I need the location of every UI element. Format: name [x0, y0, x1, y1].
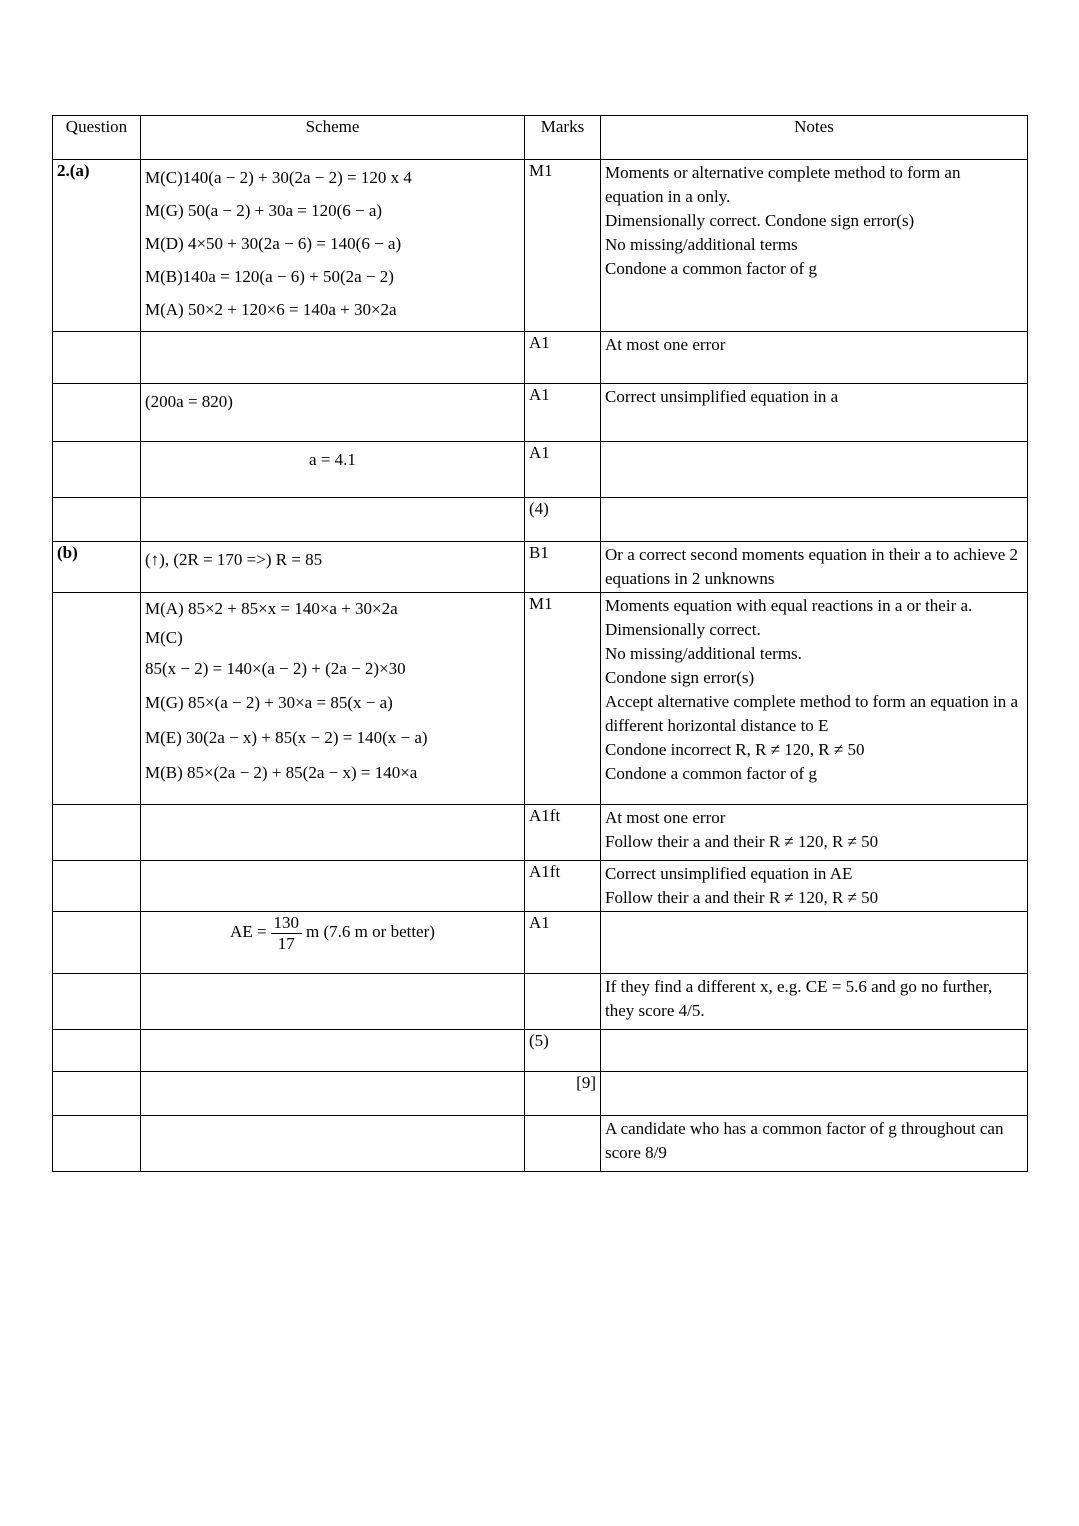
notes-line: Condone sign error(s): [605, 668, 755, 687]
scheme-equation: M(C)140(a − 2) + 30(2a − 2) = 120 x 4: [145, 168, 412, 187]
scheme-equation: AE =: [230, 921, 267, 941]
notes-line: Dimensionally correct. Condone sign error(s): [605, 211, 915, 230]
marks-cell: M1: [525, 160, 601, 332]
col-header-scheme: Scheme: [141, 116, 525, 160]
notes-line: Follow their a and their R ≠ 120, R ≠ 50: [605, 888, 879, 907]
col-header-question: Question: [53, 116, 141, 160]
notes-line: At most one error: [605, 808, 726, 827]
notes-line: Correct unsimplified equation in AE: [605, 864, 853, 883]
table-row: [53, 384, 1028, 442]
scheme-equation: M(G) 85×(a − 2) + 30×a = 85(x − a): [145, 693, 393, 712]
marks-subtotal: (4): [525, 498, 601, 542]
scheme-equation: M(B)140a = 120(a − 6) + 50(2a − 2): [145, 267, 394, 286]
marks-cell: A1ft: [525, 805, 601, 861]
fraction: [271, 913, 303, 953]
scheme-equation: M(E) 30(2a − x) + 85(x − 2) = 140(x − a): [145, 728, 428, 747]
scheme-equation: 85(x − 2) = 140×(a − 2) + (2a − 2)×30: [145, 659, 406, 678]
marks-cell: A1: [525, 912, 601, 974]
table-row: [53, 974, 1028, 1030]
question-label: (b): [57, 543, 78, 562]
notes-line: Condone a common factor of g: [605, 259, 817, 278]
table-row: [53, 1030, 1028, 1072]
scheme-equation: M(B) 85×(2a − 2) + 85(2a − x) = 140×a: [145, 763, 418, 782]
notes-line: Moments equation with equal reactions in a or their a. Dimensionally correct.: [605, 596, 973, 639]
header-row: [53, 116, 1028, 160]
marks-cell: M1: [525, 593, 601, 805]
col-header-marks: Marks: [525, 116, 601, 160]
marks-cell: A1: [525, 384, 601, 442]
scheme-equation-tail: m (7.6 m or better): [306, 921, 435, 941]
scheme-equation: a = 4.1: [309, 450, 356, 469]
fraction-denominator: 17: [277, 933, 295, 953]
marks-cell: B1: [525, 542, 601, 593]
table-row: [53, 542, 1028, 593]
table-row: [53, 861, 1028, 912]
notes-line: No missing/additional terms: [605, 235, 798, 254]
table-row: [53, 1072, 1028, 1116]
scheme-equation: M(A) 85×2 + 85×x = 140×a + 30×2a: [145, 599, 398, 618]
marks-cell: A1: [525, 442, 601, 498]
marks-cell: A1: [525, 332, 601, 384]
table-row: [53, 160, 1028, 332]
notes-line: Follow their a and their R ≠ 120, R ≠ 50: [605, 832, 879, 851]
marks-subtotal: (5): [525, 1030, 601, 1072]
mark-scheme-table: [52, 115, 1028, 1172]
scheme-equation: M(D) 4×50 + 30(2a − 6) = 140(6 − a): [145, 234, 402, 253]
notes-line: Condone a common factor of g: [605, 764, 817, 783]
scheme-equation: (↑), (2R = 170 =>) R = 85: [145, 550, 323, 569]
notes-line: If they find a different x, e.g. CE = 5.6 and go no further, they score 4/5.: [605, 977, 993, 1020]
table-row: [53, 912, 1028, 974]
table-row: [53, 1116, 1028, 1172]
table-row: [53, 332, 1028, 384]
notes-line: Condone incorrect R, R ≠ 120, R ≠ 50: [605, 740, 865, 759]
question-label: 2.(a): [57, 161, 90, 180]
col-header-notes: Notes: [601, 116, 1028, 160]
fraction-numerator: 130: [271, 913, 303, 934]
notes-line: No missing/additional terms.: [605, 644, 802, 663]
notes-line: Moments or alternative complete method to form an equation in a only.: [605, 163, 961, 206]
notes-line: A candidate who has a common factor of g throughout can score 8/9: [605, 1119, 1004, 1162]
scheme-equation: M(A) 50×2 + 120×6 = 140a + 30×2a: [145, 300, 397, 319]
table-row: [53, 805, 1028, 861]
scheme-equation: (200a = 820): [145, 392, 233, 411]
notes-line: Or a correct second moments equation in their a to achieve 2 equations in 2 unknowns: [605, 545, 1019, 588]
scheme-equation: M(C): [145, 628, 183, 647]
table-row: [53, 498, 1028, 542]
notes-line: Correct unsimplified equation in a: [605, 387, 839, 406]
marks-total: [9]: [525, 1072, 601, 1116]
table-row: [53, 593, 1028, 805]
notes-line: Accept alternative complete method to form an equation in a different horizontal distance to E: [605, 692, 1019, 735]
table-row: [53, 442, 1028, 498]
notes-line: At most one error: [605, 335, 726, 354]
scheme-equation: M(G) 50(a − 2) + 30a = 120(6 − a): [145, 201, 383, 220]
marks-cell: A1ft: [525, 861, 601, 912]
